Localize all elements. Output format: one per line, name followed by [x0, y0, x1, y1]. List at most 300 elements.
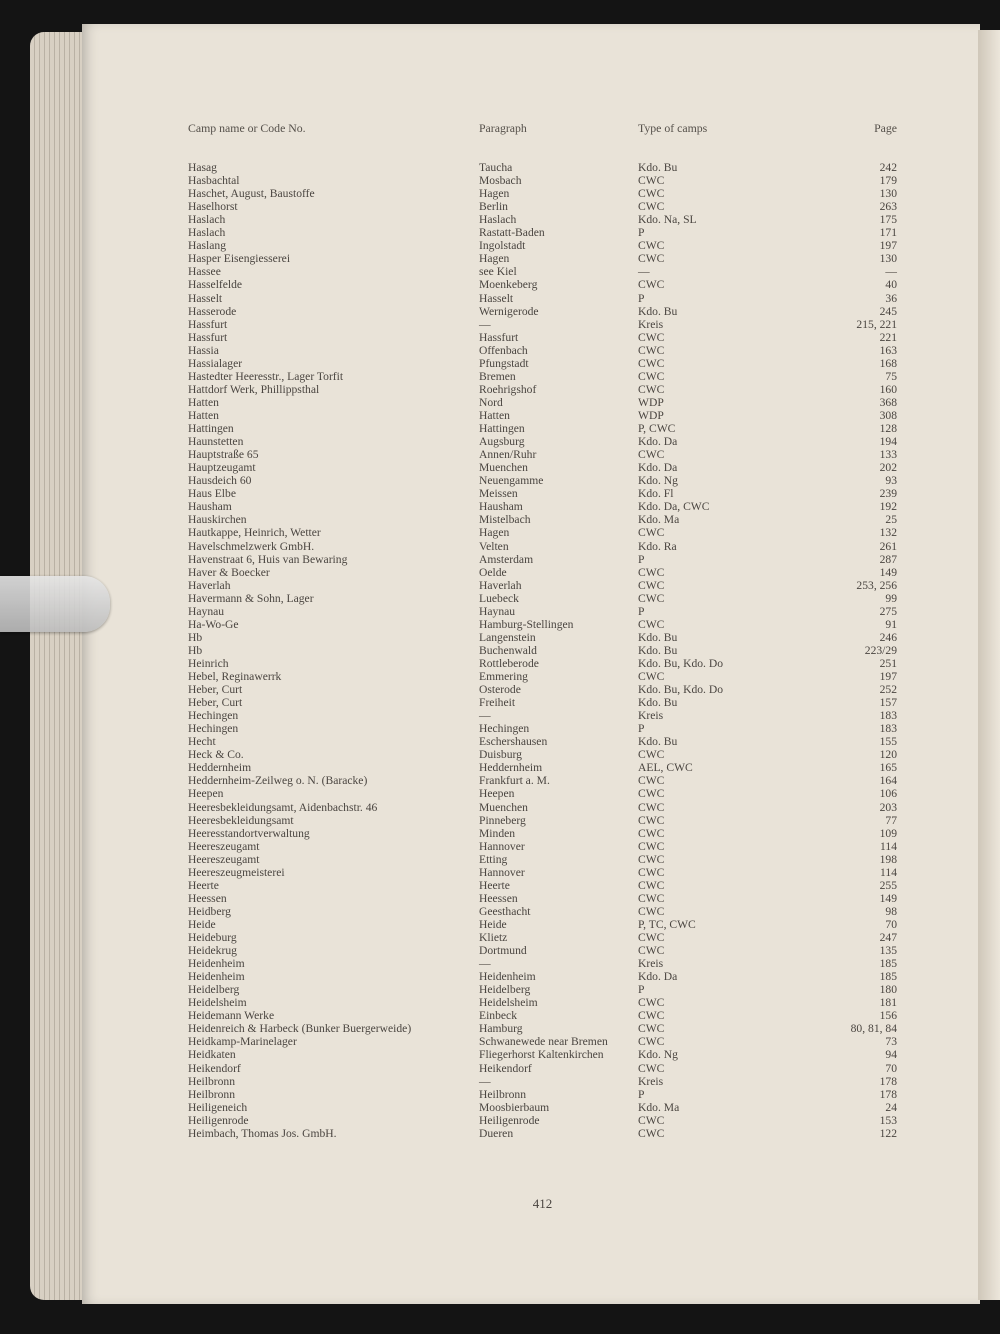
entry-row — [0, 1062, 1000, 1075]
entry-paragraph: Einbeck — [479, 1009, 517, 1023]
entry-page: 163 — [879, 343, 897, 357]
entry-page: 168 — [879, 356, 897, 370]
entry-paragraph: Mosbach — [479, 174, 522, 188]
entry-type: CWC — [638, 748, 665, 762]
entry-page: 77 — [885, 813, 897, 827]
entry-camp-name: Heidenheim — [188, 957, 245, 971]
entry-camp-name: Hb — [188, 643, 203, 657]
entry-type: CWC — [638, 774, 665, 788]
entry-page: 287 — [879, 552, 897, 566]
entry-row — [0, 827, 1000, 840]
entry-row — [0, 187, 1000, 200]
entry-row — [0, 618, 1000, 631]
entry-type: P — [638, 1087, 645, 1101]
entry-paragraph: Hamburg-Stellingen — [479, 617, 574, 631]
entry-type: Kdo. Da, CWC — [638, 500, 710, 514]
entry-page: 180 — [879, 983, 897, 997]
entry-camp-name: Heck & Co. — [188, 748, 244, 762]
entry-page: 149 — [879, 891, 897, 905]
entry-paragraph: Haynau — [479, 604, 516, 618]
entry-paragraph: Hassfurt — [479, 330, 519, 344]
entry-camp-name: Heidkamp-Marinelager — [188, 1035, 297, 1049]
entry-page: 36 — [885, 291, 897, 305]
entry-paragraph: Heiligenrode — [479, 1113, 540, 1127]
entry-camp-name: Hechingen — [188, 709, 239, 723]
entry-paragraph: — — [479, 957, 491, 971]
entry-page: 197 — [879, 239, 897, 253]
entry-paragraph: Hagen — [479, 252, 510, 266]
entry-paragraph: — — [479, 317, 491, 331]
entry-camp-name: Heddernheim — [188, 761, 252, 775]
entry-camp-name: Hassee — [188, 265, 221, 279]
entry-row — [0, 1022, 1000, 1035]
entry-page: 114 — [880, 865, 897, 879]
entry-paragraph: Augsburg — [479, 435, 525, 449]
entry-page: 181 — [879, 996, 897, 1010]
entry-page: 179 — [879, 174, 897, 188]
entry-camp-name: Hatten — [188, 409, 219, 422]
entry-row — [0, 1101, 1000, 1114]
entry-page: 156 — [879, 1009, 897, 1023]
entry-paragraph: Fliegerhorst Kaltenkirchen — [479, 1048, 604, 1062]
entry-page: 175 — [879, 213, 897, 227]
entry-camp-name: Heideburg — [188, 931, 237, 944]
entry-page: 135 — [879, 944, 897, 957]
entry-camp-name: Heereszeugmeisterei — [188, 865, 285, 879]
entry-type: CWC — [638, 252, 665, 266]
entry-row — [0, 344, 1000, 357]
entry-row — [0, 644, 1000, 657]
entry-paragraph: see Kiel — [479, 265, 517, 279]
entry-type: CWC — [638, 931, 665, 944]
entry-row — [0, 957, 1000, 970]
entry-type: CWC — [638, 591, 665, 605]
entry-row — [0, 670, 1000, 683]
entry-camp-name: Hauptstraße 65 — [188, 448, 259, 462]
entry-paragraph: Rastatt-Baden — [479, 226, 545, 240]
entry-type: Kdo. Da — [638, 435, 678, 449]
entry-page: 203 — [879, 800, 897, 814]
header-page: Page — [874, 121, 897, 135]
entry-page: 75 — [885, 369, 897, 383]
entry-row — [0, 735, 1000, 748]
entry-row — [0, 500, 1000, 513]
entry-page: 164 — [879, 774, 897, 788]
entry-type: CWC — [638, 382, 665, 396]
entry-row — [0, 226, 1000, 239]
entry-row — [0, 892, 1000, 905]
entry-camp-name: Heereszeugamt — [188, 839, 260, 853]
entry-page: 246 — [879, 630, 897, 644]
entry-camp-name: Heidekrug — [188, 944, 237, 957]
header-paragraph: Paragraph — [479, 121, 527, 135]
entry-page: 171 — [879, 226, 897, 240]
entry-type: CWC — [638, 904, 665, 918]
entry-camp-name: Heessen — [188, 891, 227, 905]
entry-camp-name: Heeresbekleidungsamt — [188, 813, 294, 827]
entry-camp-name: Heiligeneich — [188, 1100, 248, 1114]
entry-type: CWC — [638, 1035, 665, 1049]
entry-camp-name: Hattdorf Werk, Phillippsthal — [188, 382, 320, 396]
entry-paragraph: Frankfurt a. M. — [479, 774, 550, 788]
entry-type: Kdo. Bu — [638, 161, 678, 174]
entry-paragraph: Taucha — [479, 161, 513, 174]
entry-row — [0, 161, 1000, 174]
entry-camp-name: Hb — [188, 630, 203, 644]
entry-type: Kdo. Bu — [638, 630, 678, 644]
entry-camp-name: Hassfurt — [188, 317, 228, 331]
entry-camp-name: Heimbach, Thomas Jos. GmbH. — [188, 1126, 337, 1140]
entry-type: CWC — [638, 1126, 665, 1140]
entry-row — [0, 448, 1000, 461]
entry-page: 202 — [879, 461, 897, 475]
entry-row — [0, 996, 1000, 1009]
entry-paragraph: Osterode — [479, 683, 521, 696]
entry-paragraph: Muenchen — [479, 461, 528, 475]
entry-row — [0, 461, 1000, 474]
entry-type: Kdo. Da — [638, 461, 678, 475]
entry-page: 192 — [879, 500, 897, 514]
entry-type: Kdo. Bu, Kdo. Do — [638, 656, 724, 670]
entry-row — [0, 1088, 1000, 1101]
entry-paragraph: Velten — [479, 539, 509, 553]
entry-type: AEL, CWC — [638, 761, 693, 775]
entry-paragraph: Heidelberg — [479, 983, 531, 997]
entry-page: 215, 221 — [856, 317, 897, 331]
entry-paragraph: Hannover — [479, 865, 525, 879]
entry-type: Kdo. Bu — [638, 643, 678, 657]
entry-type: CWC — [638, 1113, 665, 1127]
entry-paragraph: Langenstein — [479, 630, 536, 644]
entry-camp-name: Heidkaten — [188, 1048, 236, 1062]
entry-camp-name: Haslang — [188, 239, 226, 253]
entry-type: Kreis — [638, 709, 664, 723]
entry-page: 70 — [885, 1061, 897, 1075]
entry-paragraph: Heddernheim — [479, 761, 543, 775]
entry-camp-name: Havelschmelzwerk GmbH. — [188, 539, 315, 553]
entry-camp-name: Heidelberg — [188, 983, 240, 997]
entry-type: CWC — [638, 565, 665, 579]
entry-type: CWC — [638, 526, 665, 540]
entry-type: CWC — [638, 174, 665, 188]
entry-row — [0, 331, 1000, 344]
entry-page: 183 — [879, 709, 897, 723]
entry-paragraph: Duisburg — [479, 748, 522, 762]
entry-type: Kdo. Bu, Kdo. Do — [638, 683, 724, 696]
entry-paragraph: Eschershausen — [479, 735, 548, 749]
page-number: 412 — [532, 1196, 553, 1211]
entry-row — [0, 605, 1000, 618]
entry-paragraph: Klietz — [479, 931, 508, 944]
entry-page: 185 — [879, 970, 897, 984]
entry-paragraph: Schwanewede near Bremen — [479, 1035, 608, 1049]
entry-paragraph: Mistelbach — [479, 513, 531, 527]
entry-type: CWC — [638, 852, 665, 866]
entry-camp-name: Heidenreich & Harbeck (Bunker Buergerweide) — [188, 1022, 412, 1036]
entry-camp-name: Heber, Curt — [188, 683, 243, 696]
entry-camp-name: Hasag — [188, 161, 217, 174]
entry-page: 239 — [879, 487, 897, 501]
entry-paragraph: Bremen — [479, 369, 516, 383]
entry-page: 130 — [879, 252, 897, 266]
entry-paragraph: Hagen — [479, 526, 510, 540]
entry-row — [0, 265, 1000, 278]
entry-camp-name: Hecht — [188, 735, 216, 749]
entry-camp-name: Hechingen — [188, 722, 239, 736]
entry-camp-name: Haunstetten — [188, 435, 244, 449]
entry-row — [0, 540, 1000, 553]
entry-row — [0, 853, 1000, 866]
entry-row — [0, 409, 1000, 422]
entry-row — [0, 944, 1000, 957]
entry-type: — — [638, 265, 650, 279]
entry-type: CWC — [638, 1061, 665, 1075]
entry-row — [0, 174, 1000, 187]
entry-camp-name: Heeresstandortverwaltung — [188, 826, 310, 840]
entry-type: CWC — [638, 944, 665, 957]
entry-paragraph: Moenkeberg — [479, 278, 538, 292]
entry-row — [0, 370, 1000, 383]
entry-page: 247 — [879, 931, 897, 944]
entry-paragraph: Roehrigshof — [479, 382, 537, 396]
entry-page: 80, 81, 84 — [850, 1022, 897, 1036]
entry-type: CWC — [638, 448, 665, 462]
entry-row — [0, 592, 1000, 605]
entry-page: 261 — [879, 539, 897, 553]
entry-type: P — [638, 604, 645, 618]
entry-camp-name: Heerte — [188, 878, 219, 892]
entry-paragraph: — — [479, 1074, 491, 1088]
entry-camp-name: Hassia — [188, 343, 219, 357]
entry-type: CWC — [638, 1009, 665, 1023]
entry-type: CWC — [638, 278, 665, 292]
entry-type: Kdo. Ma — [638, 513, 680, 527]
entry-paragraph: Hattingen — [479, 422, 525, 435]
entry-type: P — [638, 983, 645, 997]
entry-type: CWC — [638, 813, 665, 827]
entry-row — [0, 526, 1000, 539]
entry-row — [0, 879, 1000, 892]
entry-camp-name: Hastedter Heeresstr., Lager Torfit — [188, 369, 344, 383]
entry-paragraph: Buchenwald — [479, 643, 537, 657]
entry-page: 253, 256 — [856, 578, 897, 592]
entry-paragraph: Emmering — [479, 670, 528, 683]
entry-paragraph: Meissen — [479, 487, 518, 501]
entry-page: 245 — [879, 304, 897, 318]
entry-camp-name: Hausham — [188, 500, 232, 514]
entry-row — [0, 866, 1000, 879]
entry-paragraph: Freiheit — [479, 696, 516, 710]
entry-camp-name: Hauskirchen — [188, 513, 247, 527]
entry-paragraph: Oelde — [479, 565, 507, 579]
entry-row — [0, 239, 1000, 252]
entry-type: CWC — [638, 330, 665, 344]
entry-camp-name: Haselhorst — [188, 200, 238, 214]
entry-type: P, TC, CWC — [638, 917, 696, 931]
entry-row — [0, 435, 1000, 448]
entry-paragraph: Hechingen — [479, 722, 530, 736]
entry-row — [0, 513, 1000, 526]
entry-paragraph: Hausham — [479, 500, 523, 514]
entry-row — [0, 761, 1000, 774]
entry-row — [0, 1127, 1000, 1140]
entry-type: Kreis — [638, 317, 664, 331]
entry-page: 185 — [879, 957, 897, 971]
entry-page: 251 — [879, 656, 897, 670]
entry-page: 155 — [879, 735, 897, 749]
entry-page: 133 — [879, 448, 897, 462]
entry-row — [0, 722, 1000, 735]
entry-camp-name: Hausdeich 60 — [188, 474, 252, 488]
entry-page: 252 — [879, 683, 897, 696]
entry-page: 223/29 — [864, 643, 897, 657]
entry-camp-name: Heiligenrode — [188, 1113, 249, 1127]
entry-type: P — [638, 552, 645, 566]
entry-paragraph: Heikendorf — [479, 1061, 532, 1075]
entry-page: 128 — [879, 422, 897, 435]
entry-page: 93 — [885, 474, 897, 488]
entry-page: 183 — [879, 722, 897, 736]
entry-row — [0, 383, 1000, 396]
entry-row — [0, 200, 1000, 213]
entry-paragraph: Minden — [479, 826, 516, 840]
entry-type: P, CWC — [638, 422, 676, 435]
header-type: Type of camps — [638, 121, 708, 135]
entry-camp-name: Haschet, August, Baustoffe — [188, 187, 315, 201]
entry-type: P — [638, 722, 645, 736]
entry-type: P — [638, 226, 645, 240]
entry-paragraph: Hagen — [479, 187, 510, 201]
entry-row — [0, 252, 1000, 265]
entry-type: CWC — [638, 239, 665, 253]
entry-paragraph: Amsterdam — [479, 552, 534, 566]
entry-paragraph: Annen/Ruhr — [479, 448, 537, 462]
entry-page: 70 — [885, 917, 897, 931]
entry-page: 255 — [879, 878, 897, 892]
entry-paragraph: Berlin — [479, 200, 508, 214]
entry-page: 194 — [879, 435, 897, 449]
entry-page: 120 — [879, 748, 897, 762]
entry-type: CWC — [638, 1022, 665, 1036]
entry-type: CWC — [638, 356, 665, 370]
entry-type: CWC — [638, 996, 665, 1010]
entry-camp-name: Heddernheim-Zeilweg o. N. (Baracke) — [188, 774, 368, 788]
entry-page: 98 — [885, 904, 897, 918]
entry-page: 149 — [879, 565, 897, 579]
entry-page: 165 — [879, 761, 897, 775]
entry-type: CWC — [638, 826, 665, 840]
entry-paragraph: Muenchen — [479, 800, 528, 814]
entry-row — [0, 709, 1000, 722]
entry-page: 178 — [879, 1087, 897, 1101]
entry-page: 368 — [879, 395, 897, 409]
entry-row — [0, 696, 1000, 709]
entry-page: 122 — [879, 1126, 897, 1140]
entry-type: Kdo. Fl — [638, 487, 674, 501]
entry-type: Kdo. Na, SL — [638, 213, 697, 227]
entry-type: WDP — [638, 395, 664, 409]
entry-camp-name: Hattingen — [188, 422, 234, 435]
entry-page: 99 — [885, 591, 897, 605]
entry-row — [0, 683, 1000, 696]
entry-paragraph: Wernigerode — [479, 304, 539, 318]
entry-row — [0, 579, 1000, 592]
entry-paragraph: Heepen — [479, 787, 515, 801]
entry-type: P — [638, 291, 645, 305]
entry-paragraph: Hatten — [479, 409, 510, 422]
entry-camp-name: Haslach — [188, 213, 226, 227]
entry-page: 106 — [879, 787, 897, 801]
entry-page: 157 — [879, 696, 897, 710]
entry-paragraph: Hannover — [479, 839, 525, 853]
entry-camp-name: Hassialager — [188, 356, 243, 370]
entry-page: 25 — [885, 513, 897, 527]
entry-camp-name: Hasper Eisengiesserei — [188, 252, 291, 266]
entry-camp-name: Haver & Boecker — [188, 565, 270, 579]
entry-camp-name: Hasselfelde — [188, 278, 243, 292]
entry-type: CWC — [638, 369, 665, 383]
entry-row — [0, 422, 1000, 435]
entry-row — [0, 396, 1000, 409]
entry-camp-name: Ha-Wo-Ge — [188, 617, 239, 631]
entry-type: Kreis — [638, 1074, 664, 1088]
entry-page: 114 — [880, 839, 897, 853]
header-camp-name: Camp name or Code No. — [188, 121, 306, 135]
entry-camp-name: Hasselt — [188, 291, 223, 305]
entry-row — [0, 1009, 1000, 1022]
entry-type: CWC — [638, 839, 665, 853]
entry-page: 160 — [879, 382, 897, 396]
entry-camp-name: Hatten — [188, 395, 219, 409]
entry-camp-name: Haverlah — [188, 578, 231, 592]
entry-row — [0, 1075, 1000, 1088]
entry-row — [0, 787, 1000, 800]
entry-row — [0, 357, 1000, 370]
entry-type: CWC — [638, 865, 665, 879]
entry-row — [0, 1035, 1000, 1048]
entry-page: 132 — [879, 526, 897, 540]
entry-paragraph: Heidelsheim — [479, 996, 538, 1010]
entry-page: 24 — [885, 1100, 897, 1114]
entry-paragraph: Dortmund — [479, 944, 527, 957]
entry-page: 130 — [879, 187, 897, 201]
entry-type: Kdo. Ng — [638, 1048, 678, 1062]
entry-camp-name: Heidemann Werke — [188, 1009, 275, 1023]
entry-row — [0, 918, 1000, 931]
entry-camp-name: Havermann & Sohn, Lager — [188, 591, 314, 605]
entry-camp-name: Hauptzeugamt — [188, 461, 256, 475]
entry-camp-name: Haynau — [188, 604, 225, 618]
entry-row — [0, 474, 1000, 487]
entry-row — [0, 213, 1000, 226]
entry-page: 242 — [879, 161, 897, 174]
entry-camp-name: Heereszeugamt — [188, 852, 260, 866]
entry-type: CWC — [638, 878, 665, 892]
entry-camp-name: Hautkappe, Heinrich, Wetter — [188, 526, 321, 540]
entry-type: WDP — [638, 409, 664, 422]
entry-paragraph: Rottleberode — [479, 656, 539, 670]
entry-paragraph: Heidenheim — [479, 970, 536, 984]
entry-paragraph: Heide — [479, 917, 507, 931]
entry-row — [0, 801, 1000, 814]
entry-type: CWC — [638, 200, 665, 214]
entry-type: CWC — [638, 343, 665, 357]
entry-type: Kdo. Ra — [638, 539, 677, 553]
entry-type: CWC — [638, 891, 665, 905]
entry-paragraph: Pfungstadt — [479, 356, 529, 370]
entry-page: 275 — [879, 604, 897, 618]
entry-row — [0, 278, 1000, 291]
